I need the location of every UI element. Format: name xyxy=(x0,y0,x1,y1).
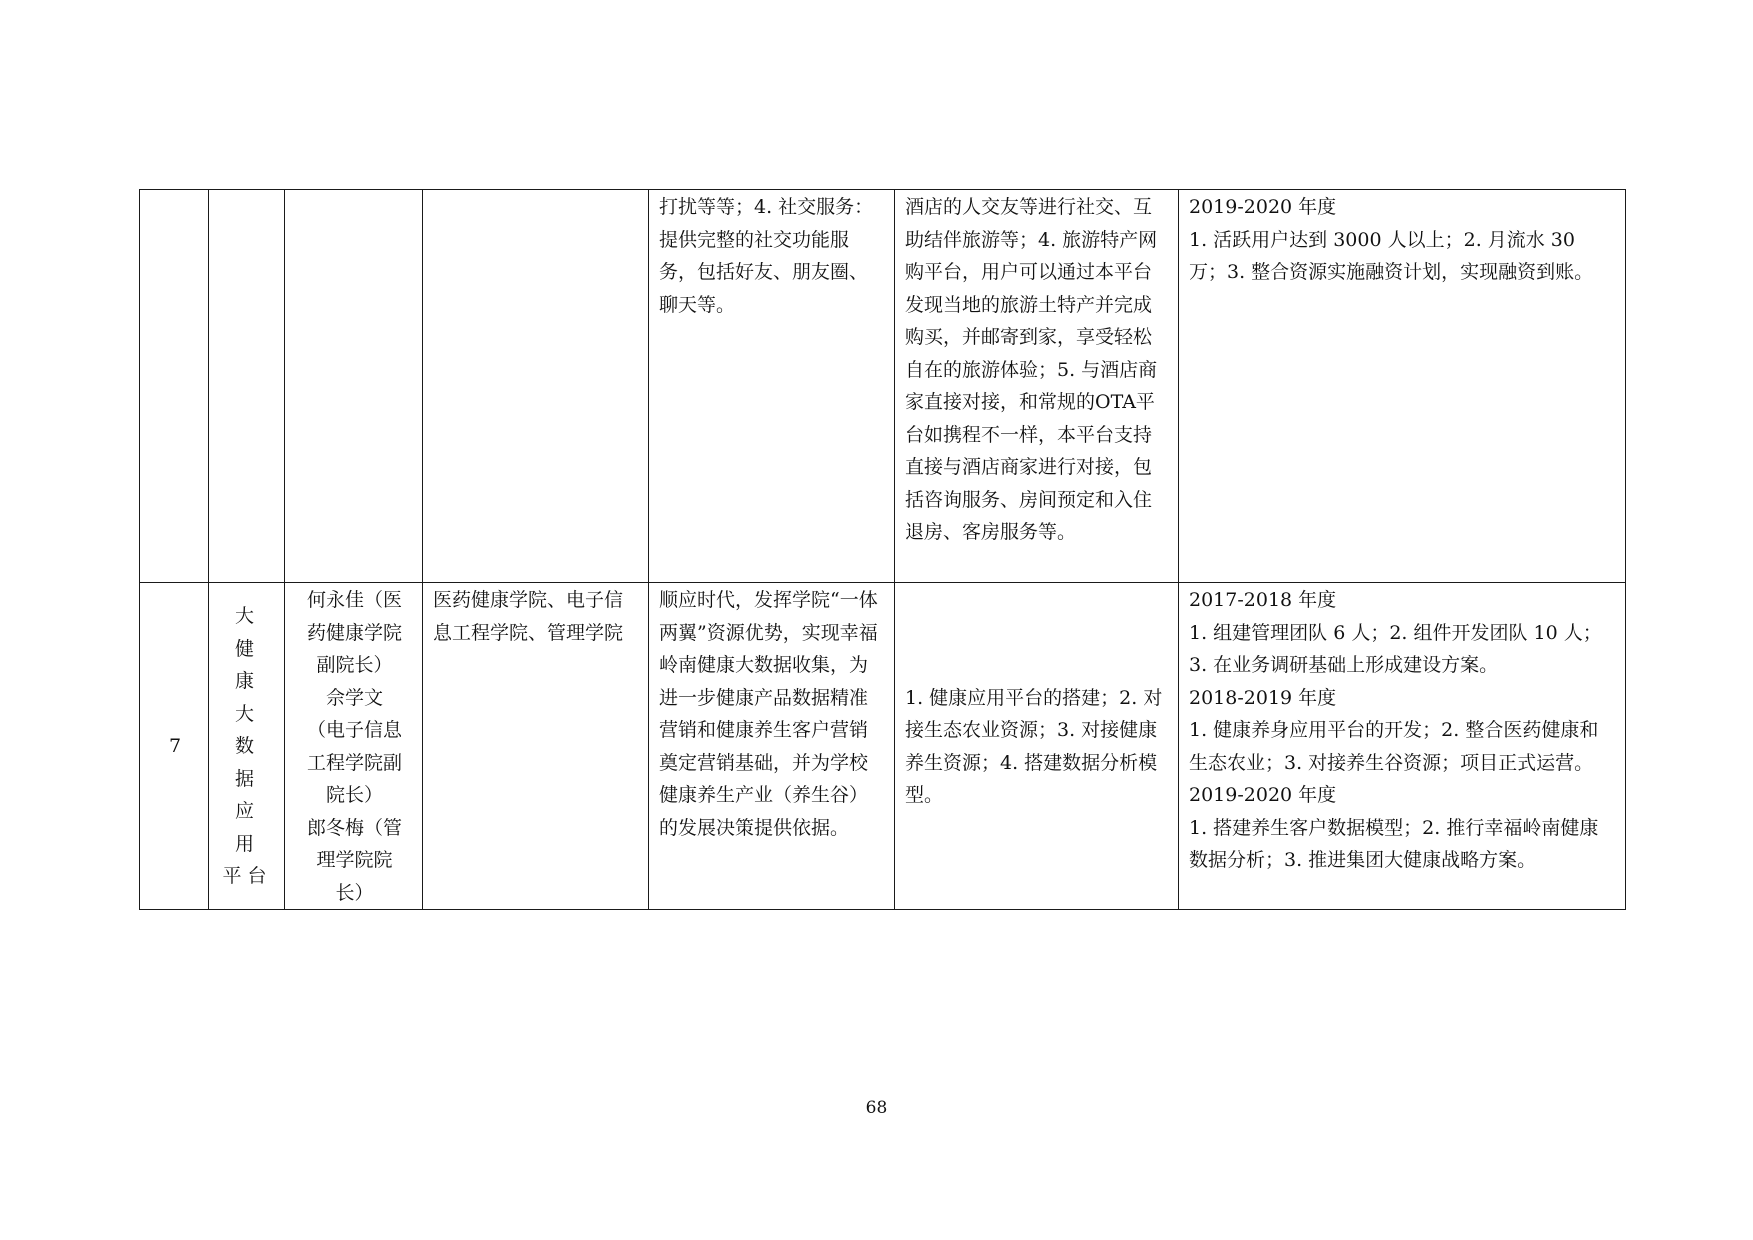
plan-year-label: 2019-2020 年度 xyxy=(1189,196,1337,218)
leader-cell xyxy=(285,190,423,583)
leader-line: 副院长） xyxy=(316,654,393,676)
leader-cell xyxy=(285,583,423,910)
leader-line: 院长） xyxy=(325,784,383,806)
index-cell xyxy=(140,190,209,583)
plan-items: 1. 活跃用户达到 3000 人以上；2. 月流水 30 万；3. 整合资源实施融资计划，实现融资到账。 xyxy=(1189,228,1594,283)
plan-year-label: 2018-2019 年度 xyxy=(1189,686,1337,709)
leader-line: 工程学院副 xyxy=(306,751,402,774)
project-name-line: 数 据 xyxy=(234,735,273,790)
department-cell: 医药健康学院、电子信息工程学院、管理学院 xyxy=(423,583,649,910)
index-cell: 7 xyxy=(140,583,209,910)
project-name-line: 应 用 xyxy=(234,800,273,855)
plan-items: 1. 组建管理团队 6 人；2. 组件开发团队 10 人；3. 在业务调研基础上形成建设方案。 xyxy=(1189,621,1602,676)
content-cell: 打扰等等；4. 社交服务：提供完整的社交功能服务，包括好友、朋友圈、聊天等。 xyxy=(649,190,895,583)
content-cell: 顺应时代，发挥学院“一体两翼”资源优势，实现幸福岭南健康大数据收集，为进一步健康产品数据精准营销和健康养生客户营销奠定营销基础，并为学校健康养生产业（养生谷）的发展决策提供依据。 xyxy=(649,583,895,910)
plan-items: 1. 健康养身应用平台的开发；2. 整合医药健康和生态农业；3. 对接养生谷资源；项目正式运营。 xyxy=(1189,719,1599,774)
features-cell: 1. 健康应用平台的搭建；2. 对接生态农业资源；3. 对接健康养生资源；4. 搭建数据分析模型。 xyxy=(895,583,1179,910)
plan-year-label: 2019-2020 年度 xyxy=(1189,784,1337,806)
leader-line: 长） xyxy=(335,881,374,904)
leader-line: 佘学文 xyxy=(325,686,383,709)
leader-line: （电子信息 xyxy=(306,719,402,741)
page-number: 68 xyxy=(865,1098,888,1118)
project-table xyxy=(139,189,1626,910)
project-name-line: 大 健 xyxy=(234,605,273,660)
project-name-cell xyxy=(209,583,285,910)
project-name-cell xyxy=(209,190,285,583)
features-cell: 酒店的人交友等进行社交、互助结伴旅游等；4. 旅游特产网购平台，用户可以通过本平台发现当地的旅游土特产并完成购买，并邮寄到家，享受轻松自在的旅游体验；5. 与酒店商家直接对接，和常规的OTA平台如携程不一样，本平台支持直接与酒店商家进行对接，包括咨询服务、房间预定和入住退房、客房服务等。 xyxy=(895,190,1179,583)
department-cell xyxy=(423,190,649,583)
plan-cell xyxy=(1179,583,1626,910)
project-name-line: 平台 xyxy=(222,865,273,888)
plan-year-label: 2017-2018 年度 xyxy=(1189,589,1337,611)
plan-cell xyxy=(1179,190,1626,583)
leader-line: 何永佳（医 xyxy=(306,589,402,611)
leader-line: 药健康学院 xyxy=(306,621,402,644)
leader-line: 理学院院 xyxy=(316,849,393,871)
table-row xyxy=(140,583,1626,910)
leader-line: 郎冬梅（管 xyxy=(306,816,402,839)
plan-items: 1. 搭建养生客户数据模型；2. 推行幸福岭南健康数据分析；3. 推进集团大健康战略方案。 xyxy=(1189,816,1599,871)
table-row xyxy=(140,190,1626,583)
project-name-line: 康 大 xyxy=(234,670,273,725)
